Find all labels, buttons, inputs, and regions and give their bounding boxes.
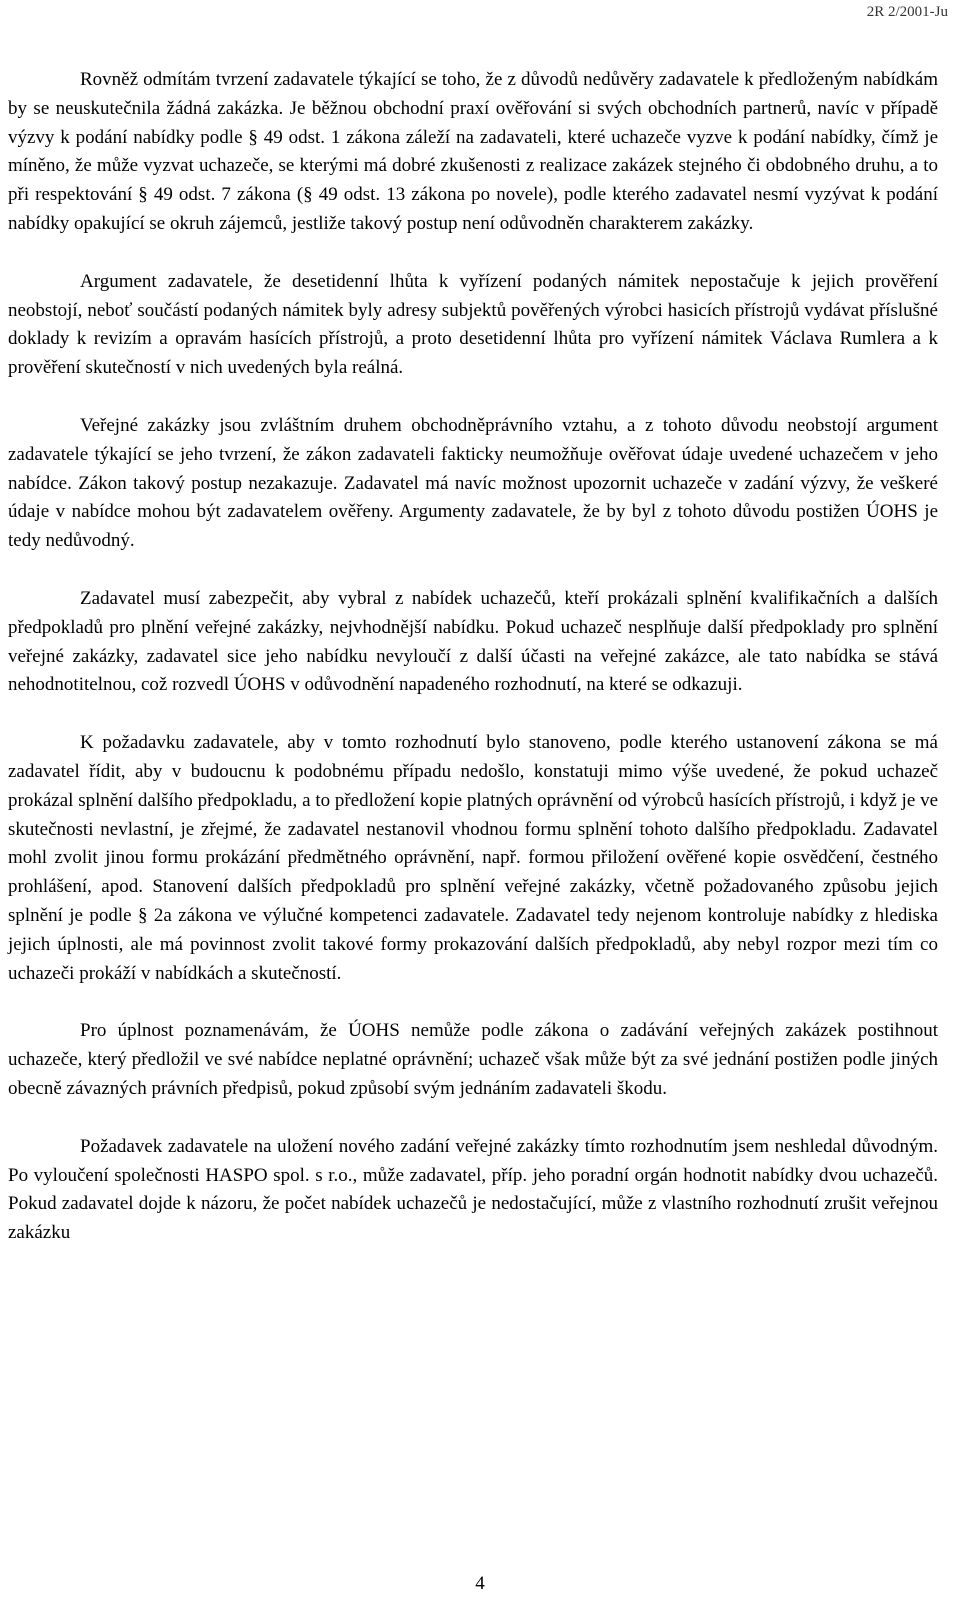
paragraph-3: Veřejné zakázky jsou zvláštním druhem obchodněprávního vztahu, a z tohoto důvodu neobstojí argument zadavatele týkající se jeho tvrzení, že zákon zadavateli fakticky neumožňuje ověřovat údaje uvedené uchazečem v jeho nabídce. Zákon takový postup nezakazuje. Zadavatel má navíc možnost upozornit uchazeče v zadání výzvy, že veškeré údaje v nabídce mohou být zadavatelem ověřeny. Argumenty zadavatele, že by byl z tohoto důvodu postižen ÚOHS je tedy nedůvodný. xyxy=(8,414,938,552)
document-reference: 2R 2/2001-Ju xyxy=(866,4,948,20)
page-number: 4 xyxy=(475,1573,485,1594)
paragraph-7: Požadavek zadavatele na uložení nového zadání veřejné zakázky tímto rozhodnutím jsem neshledal důvodným. Po vyloučení společnosti HASPO spol. s r.o., může zadavatel, příp. jeho poradní orgán hodnotit nabídky dvou uchazečů. Pokud zadavatel dojde k názoru, že počet nabídek uchazečů je nedostačující, může z vlastního rozhodnutí zrušit veřejnou zakázku xyxy=(8,1135,938,1244)
paragraph-2: Argument zadavatele, že desetidenní lhůta k vyřízení podaných námitek nepostačuje k jejich prověření neobstojí, neboť součástí podaných námitek byly adresy subjektů pověřených výrobci hasicích přístrojů vydávat příslušné doklady k revizím a opravám hasících přístrojů, a proto desetidenní lhůta pro vyřízení námitek Václava Rumlera a k prověření skutečností v nich uvedených byla reálná. xyxy=(8,270,938,379)
paragraph-1: Rovněž odmítám tvrzení zadavatele týkající se toho, že z důvodů nedůvěry zadavatele k předloženým nabídkám by se neuskutečnila žádná zakázka. Je běžnou obchodní praxí ověřování si svých obchodních partnerů, navíc v případě výzvy k podání nabídky podle § 49 odst. 1 zákona záleží na zadavateli, které uchazeče vyzve k podání nabídky, čímž je míněno, že může vyzvat uchazeče, se kterými má dobré zkušenosti z realizace zakázek stejného či obdobného druhu, a to při respektování § 49 odst. 7 zákona (§ 49 odst. 13 zákona po novele), podle kterého zadavatel nesmí vyzývat k podání nabídky opakující se okruh zájemců, jestliže takový postup není odůvodněn charakterem zakázky. xyxy=(8,69,938,234)
paragraph-4: Zadavatel musí zabezpečit, aby vybral z nabídek uchazečů, kteří prokázali splnění kvalifikačních a dalších předpokladů pro plnění veřejné zakázky, nejvhodnější nabídku. Pokud uchazeč nesplňuje další předpoklady pro splnění veřejné zakázky, zadavatel sice jeho nabídku nevyloučí z další účasti na veřejné zakázce, ale tato nabídka se stává nehodnotitelnou, což rozvedl ÚOHS v odůvodnění napadeného rozhodnutí, na které se odkazuji. xyxy=(8,587,938,696)
paragraph-6: Pro úplnost poznamenávám, že ÚOHS nemůže podle zákona o zadávání veřejných zakázek postihnout uchazeče, který předložil ve své nabídce neplatné oprávnění; uchazeč však může být za své jednání postižen podle jiných obecně závazných právních předpisů, pokud způsobí svým jednáním zadavateli škodu. xyxy=(8,1020,938,1099)
document-body xyxy=(8,66,938,1277)
paragraph-5: K požadavku zadavatele, aby v tomto rozhodnutí bylo stanoveno, podle kterého ustanovení zákona se má zadavatel řídit, aby v budoucnu k podobnému případu nedošlo, konstatuji mimo výše uvedené, že pokud uchazeč prokázal splnění dalšího předpokladu, a to předložení kopie platných oprávnění od výrobců hasících přístrojů, i když je ve skutečnosti nevlastní, je zřejmé, že zadavatel nestanovil vhodnou formu splnění tohoto dalšího předpokladu. Zadavatel mohl zvolit jinou formu prokázání předmětného oprávnění, např. formou přiložení ověřené kopie osvědčení, čestného prohlášení, apod. Stanovení dalších předpokladů pro splnění veřejné zakázky, včetně požadovaného způsobu jejich splnění je podle § 2a zákona ve výlučné kompetenci zadavatele. Zadavatel tedy nejenom kontroluje nabídky z hlediska jejich úplnosti, ale má povinnost zvolit takové formy prokazování dalších předpokladů, aby nebyl rozpor mezi tím co uchazeči prokáží v nabídkách a skutečností. xyxy=(8,732,938,984)
